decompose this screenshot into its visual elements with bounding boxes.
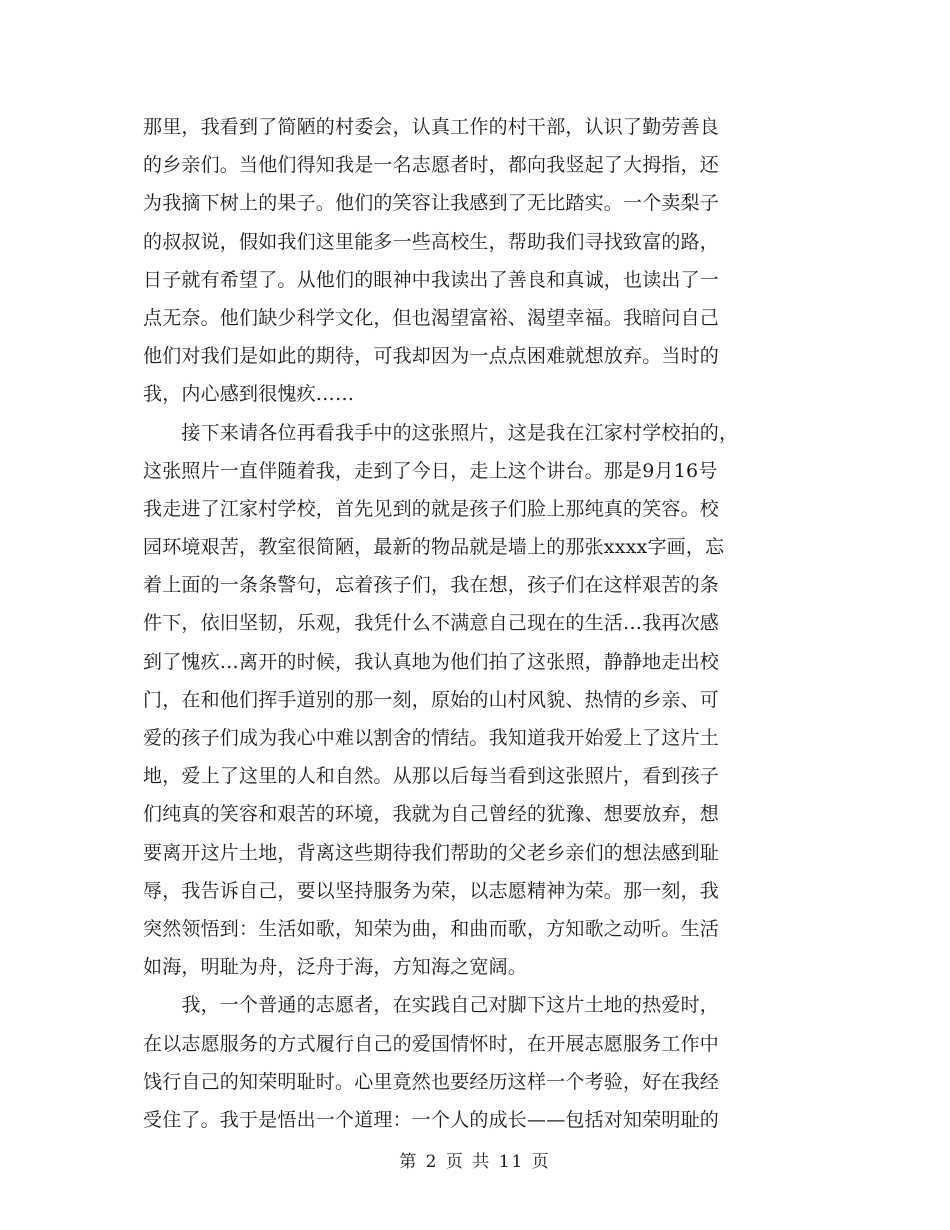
text-line: 们纯真的笑容和艰苦的环境，我就为自己曾经的犹豫、想要放弃，想	[143, 803, 720, 826]
text-line: 门，在和他们挥手道别的那一刻，原始的山村风貌、热情的乡亲、可	[143, 688, 720, 711]
body-text	[143, 108, 808, 1139]
text-line: 的乡亲们。当他们得知我是一名志愿者时，都向我竖起了大拇指，还	[143, 154, 720, 177]
text-line: 在以志愿服务的方式履行自己的爱国情怀时，在开展志愿服务工作中	[143, 1032, 720, 1055]
text-line: 辱，我告诉自己，要以坚持服务为荣，以志愿精神为荣。那一刻，我	[143, 879, 720, 902]
text-line: 着上面的一条条警句，忘着孩子们，我在想，孩子们在这样艰苦的条	[143, 574, 720, 597]
text-line: 园环境艰苦，教室很简陋，最新的物品就是墙上的那张xxxx字画，忘	[143, 536, 725, 559]
text-line: 他们对我们是如此的期待，可我却因为一点点困难就想放弃。当时的	[143, 345, 720, 368]
text-line: 我走进了江家村学校，首先见到的就是孩子们脸上那纯真的笑容。校	[143, 497, 720, 520]
text-line: 到了愧疚…离开的时候，我认真地为他们拍了这张照，静静地走出校	[143, 650, 720, 673]
text-line: 那里，我看到了简陋的村委会，认真工作的村干部，认识了勤劳善良	[143, 116, 720, 138]
text-line: 要离开这片土地，背离这些期待我们帮助的父老乡亲们的想法感到耻	[143, 841, 720, 864]
text-line: 地，爱上了这里的人和自然。从那以后每当看到这张照片，看到孩子	[143, 765, 720, 788]
text-line: 受住了。我于是悟出一个道理：一个人的成长——包括对知荣明耻的	[143, 1108, 720, 1131]
text-line: 件下，依旧坚韧，乐观，我凭什么不满意自己现在的生活…我再次感	[143, 612, 720, 635]
text-line: 为我摘下树上的果子。他们的笑容让我感到了无比踏实。一个卖梨子	[143, 192, 720, 215]
text-line: 爱的孩子们成为我心中难以割舍的情结。我知道我开始爱上了这片土	[143, 727, 720, 749]
text-line: 日子就有希望了。从他们的眼神中我读出了善良和真诚，也读出了一	[143, 268, 720, 291]
page-footer: 第 2 页 共 11 页	[399, 1152, 551, 1172]
text-line: 突然领悟到：生活如歌，知荣为曲，和曲而歌，方知歌之动听。生活	[143, 917, 720, 940]
text-line: 这张照片一直伴随着我，走到了今日，走上这个讲台。那是9月16号	[143, 459, 718, 482]
text-line: 点无奈。他们缺少科学文化，但也渴望富裕、渴望幸福。我暗问自己	[143, 306, 720, 329]
text-line: 如海，明耻为舟，泛舟于海，方知海之宽阔。	[143, 956, 528, 979]
text-line: 我，一个普通的志愿者，在实践自己对脚下这片土地的热爱时，	[143, 994, 720, 1017]
text-line: 我，内心感到很愧疚……	[143, 383, 355, 406]
text-line: 的叔叔说，假如我们这里能多一些高校生，帮助我们寻找致富的路，	[143, 230, 720, 253]
text-line: 饯行自己的知荣明耻时。心里竟然也要经历这样一个考验，好在我经	[143, 1070, 720, 1093]
text-line: 接下来请各位再看我手中的这张照片，这是我在江家村学校拍的，	[143, 421, 739, 444]
